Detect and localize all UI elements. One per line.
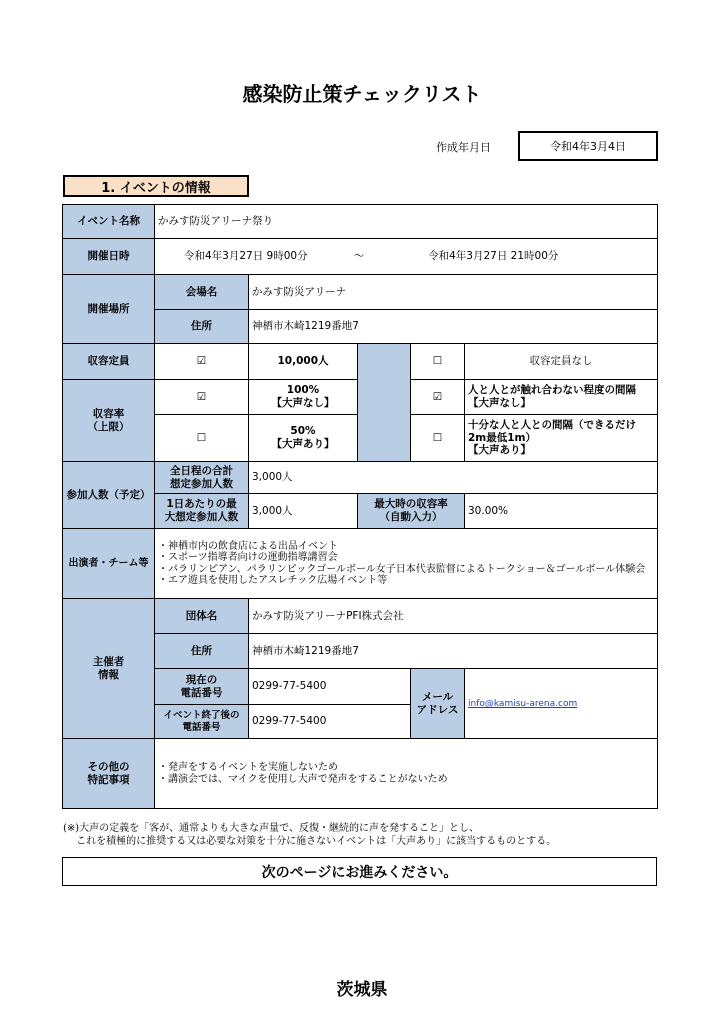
participants-total-label: 全日程の合計 想定参加人数	[155, 462, 249, 494]
performers-text: ・神栖市内の飲食店による出品イベント ・スポーツ指導者向けの運動指導講習会 ・パラリンピアン、パラリンピックゴールボール女子日本代表監督によるトークショー＆ゴールボール体験会 ・エア遊具を使用したアスレチック広場イベント等	[155, 529, 658, 599]
section-header: 1. イベントの情報	[63, 175, 249, 197]
other-label: その他の 特記事項	[63, 739, 155, 809]
organizer-tel2-value: 0299-77-5400	[249, 705, 411, 739]
page-title: 感染防止策チェックリスト	[242, 82, 482, 106]
event-name-value: かみす防災アリーナ祭り	[155, 205, 658, 239]
participants-max-value: 30.00%	[465, 494, 658, 529]
capacity-label: 収容定員	[63, 344, 155, 380]
organizer-label: 主催者 情報	[63, 599, 155, 739]
organizer-tel-value: 0299-77-5400	[249, 669, 411, 705]
rate100-checkbox[interactable]: ☑	[155, 380, 249, 415]
rate100-desc-checkbox[interactable]: ☑	[411, 380, 465, 415]
venue-addr-label: 住所	[155, 310, 249, 344]
organizer-mail-cell	[465, 669, 658, 739]
rate50-desc-checkbox[interactable]: ☐	[411, 415, 465, 462]
organizer-addr-label: 住所	[155, 634, 249, 669]
participants-daily-label: 1日あたりの最 大想定参加人数	[155, 494, 249, 529]
organizer-mail-link[interactable]: info@kamisu-arena.com	[468, 699, 578, 710]
capacity-value: 10,000人	[249, 344, 358, 380]
capacity-none-text: 収容定員なし	[465, 344, 658, 380]
venue-label: 開催場所	[63, 275, 155, 344]
datetime-label: 開催日時	[63, 239, 155, 275]
rate50-desc: 十分な人と人との間隔（できるだけ2m最低1m） 【大声あり】	[465, 415, 658, 462]
capacity-checkbox[interactable]: ☑	[155, 344, 249, 380]
participants-total-value: 3,000人	[249, 462, 658, 494]
event-info-table	[62, 204, 658, 809]
rate50-value: 50% 【大声あり】	[249, 415, 358, 462]
participants-daily-value: 3,000人	[249, 494, 358, 529]
other-text: ・発声をするイベントを実施しないため ・講演会では、マイクを使用し大声で発声をすることがないため	[155, 739, 658, 809]
datetime-value	[155, 239, 658, 275]
venue-name-label: 会場名	[155, 275, 249, 310]
organizer-tel-label: 現在の 電話番号	[155, 669, 249, 705]
organizer-group-value: かみす防災アリーナPFI株式会社	[249, 599, 658, 634]
venue-addr-value: 神栖市木崎1219番地7	[249, 310, 658, 344]
participants-max-label: 最大時の収容率 （自動入力）	[358, 494, 465, 529]
datetime-separator: ～	[353, 250, 365, 263]
rate50-checkbox[interactable]: ☐	[155, 415, 249, 462]
capacity-blank-cell	[358, 344, 411, 462]
organizer-group-label: 団体名	[155, 599, 249, 634]
organizer-mail-label: メール アドレス	[411, 669, 465, 739]
event-name-label: イベント名称	[63, 205, 155, 239]
prefecture-footer: 茨城県	[336, 980, 388, 1000]
capacity-none-checkbox[interactable]: ☐	[411, 344, 465, 380]
rate-label: 収容率 （上限）	[63, 380, 155, 462]
created-date-label: 作成年月日	[436, 141, 491, 154]
participants-label: 参加人数（予定）	[63, 462, 155, 529]
created-date-value: 令和4年3月4日	[518, 131, 658, 161]
footnote: (※)大声の定義を「客が、通常よりも大きな声量で、反復・継続的に声を発すること」とし、 これを積極的に推奨する又は必要な対策を十分に施さないイベントは「大声あり」に該当するものとする。	[63, 823, 557, 847]
datetime-end: 令和4年3月27日 21時00分	[428, 250, 559, 263]
datetime-start: 令和4年3月27日 9時00分	[184, 250, 308, 263]
performers-label: 出演者・チーム等	[63, 529, 155, 599]
rate100-desc: 人と人とが触れ合わない程度の間隔【大声なし】	[465, 380, 658, 415]
venue-name-value: かみす防災アリーナ	[249, 275, 658, 310]
rate100-value: 100% 【大声なし】	[249, 380, 358, 415]
organizer-addr-value: 神栖市木崎1219番地7	[249, 634, 658, 669]
next-page-notice: 次のページにお進みください。	[62, 857, 657, 886]
organizer-tel2-label: イベント終了後の 電話番号	[155, 705, 249, 739]
